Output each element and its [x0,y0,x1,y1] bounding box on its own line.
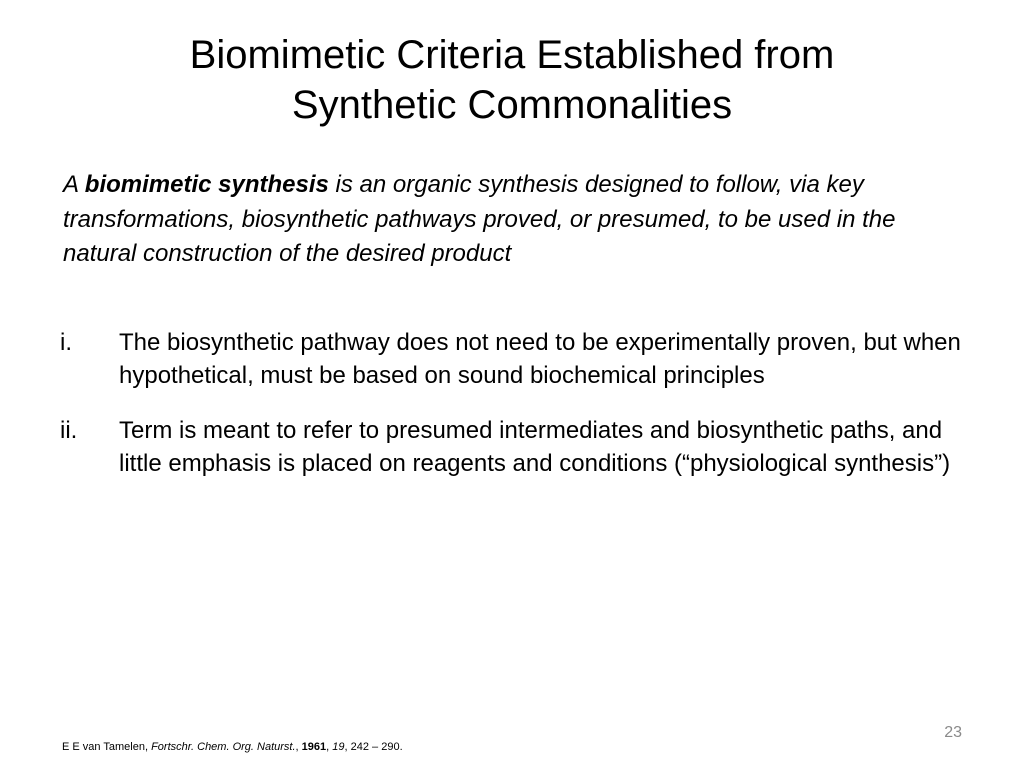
definition-text: is an organic synthesis designed to follow, via key transformations, biosynthetic pathways proved, or presumed, to be used in the natural construction of the desired product [63,171,896,267]
citation-pages: , 242 – 290. [344,741,403,753]
citation-journal: Fortschr. Chem. Org. Naturst. [151,741,296,753]
criteria-marker: ii. [60,417,78,444]
citation-authors: E E van Tamelen, [62,741,152,753]
criteria-item [60,326,970,392]
page-number: 23 [944,724,962,741]
slide-title-line-2: Synthetic Commonalities [291,83,733,127]
slide-title [60,30,964,130]
citation [62,741,403,753]
citation-separator: , [326,741,333,753]
citation-volume: 19 [332,741,345,753]
criteria-text: The biosynthetic pathway does not need to be experimentally proven, but when hypothetical, must be based on sound biochemical principles [119,329,961,389]
slide-title-line-1: Biomimetic Criteria Established from [189,33,835,77]
definition-prefix: A [63,171,85,198]
definition-paragraph [63,168,973,272]
criteria-list [60,326,970,502]
definition-term: biomimetic synthesis [84,171,329,198]
criteria-item [60,414,970,480]
criteria-marker: i. [60,329,72,356]
criteria-text: Term is meant to refer to presumed intermediates and biosynthetic paths, and little emphasis is placed on reagents and conditions (“physiological synthesis”) [119,417,951,477]
citation-separator: , [295,741,302,753]
citation-year: 1961 [301,741,327,753]
